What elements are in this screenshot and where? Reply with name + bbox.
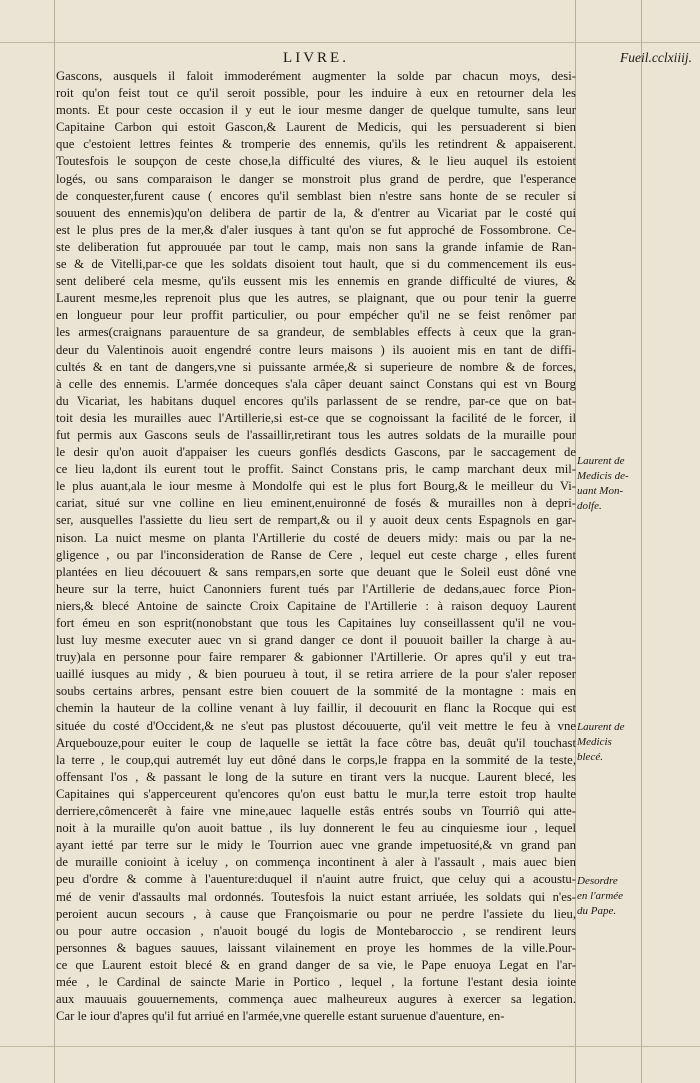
text-line: niers,& blecé Antoine de saincte Croix Capitaine de l'Artillerie : à raison dequoy Laurent	[56, 598, 576, 613]
text-line: à celle des ennemis. L'armée donceques s'ala câper deuant sainct Constans qui est vn Bourg	[56, 376, 576, 391]
text-line: ce lieu la,dont ils eurent tout le proffit. Sainct Constans pris, le camp marchant deux mil-	[56, 462, 576, 477]
text-line: cariat, situé sur vne colline en lieu eminent,enuironné de fosés & murailles non à depri-	[56, 496, 576, 511]
margin-note-line: Medicis	[577, 736, 612, 748]
text-line: que c'estoient lettres feintes & tromperie des ennemis, qu'ils les retindrent & appaiserent.	[56, 137, 576, 152]
text-line: ou pour autre occasion , n'auoit bougé du logis de Montebaroccio , se rendirent leurs	[56, 923, 576, 938]
text-line: du Vicariat, les habitans duquel encores qu'ils parlassent de se rendre, par-ce que on bat-	[56, 393, 576, 408]
margin-note-line: du Pape.	[577, 905, 617, 917]
text-line: en longueur pour leur proffit particulier, ou pour empécher qu'il ne se feist renômer par	[56, 308, 576, 323]
text-line: monts. Et pour ceste occasion il y eut le iour mesme danger de quelque tumulte, sans leur	[56, 103, 576, 118]
page-rule-right	[641, 0, 642, 1083]
margin-note-line: en l'armée	[577, 890, 624, 902]
text-line: de conquester,furent cause ( encores qu'il semblast bien n'estre sans honte de se reculer si	[56, 188, 576, 203]
margin-note-desordre-armee	[577, 874, 639, 919]
text-line: noit à la muraille qu'on auoit battue , ils luy donnerent le feu au cinquiesme iour , lequel	[56, 821, 576, 836]
text-line: ser, ausquelles l'assiette du lieu sert de rempart,& ou il y auoit deux cents Espagnols en gar-	[56, 513, 576, 528]
text-line: truy)ala en personne pour faire remparer & gabionner l'Artillerie. Or apres qu'il y eut tra-	[56, 650, 576, 665]
text-line: toit desia les murailles auec l'Artillerie,si est-ce que se cognoissant la facilité de le forcer, il	[56, 410, 576, 425]
text-line: ce que Laurent estoit blecé & en grand danger de sa vie, le Pape enuoya Legat en l'ar-	[56, 957, 576, 972]
text-line: Toutesfois le soupçon de ceste chose,la difficulté des viures, & le lieu auquel ils estoient	[56, 154, 576, 169]
text-line: ayant ietté par terre sur le midy le Tourrion auec vne grande impetuosité,& vn grand pan	[56, 838, 576, 853]
text-line: aux mauuais gouuernements, commença auec malheureux augures à exercer sa legation.	[56, 992, 576, 1007]
text-line: ste deliberation fut approuuée par tout le camp, mais non sans la grande infamie de Ran-	[56, 239, 576, 254]
text-line: le desir qu'on auoit d'appaiser les cueurs gonflés desdicts Gascons, par le saccagement de	[56, 445, 576, 460]
text-line: Arquebouze,pour euiter le coup de laquelle se iettât la face côtre bas, deuât qu'il touchast	[56, 735, 576, 750]
text-line: roit qu'on feist tout ce qu'il seroit possible, pour les induire à eux en retourner dela les	[56, 86, 576, 101]
text-line: soubs certains arbres, pensant estre bien couuert de la sommité de la montagne : mais en	[56, 684, 576, 699]
text-line: Gascons, ausquels il faloit immoderément augmenter la solde par chacun moys, desi-	[56, 69, 576, 83]
text-line: fut permis aux Gascons seuls de l'assaillir,retirant tous les autres soldats de la muraille pour	[56, 427, 576, 442]
text-line: se & de Vitelli,par-ce que les soldats disoient tout hault, que si du commencement ils eus-	[56, 257, 576, 272]
running-title: LIVRE.	[283, 50, 349, 66]
text-line: mé de venir d'assaults mal ordonnés. Toutesfois la nuict estant arriuée, les soldats qui n'es-	[56, 889, 576, 904]
text-line: fort émeu en son esprit(nonobstant que tous les Capitaines luy conseillassent qu'il ne vou-	[56, 616, 576, 630]
margin-note-line: Laurent de	[577, 721, 625, 733]
margin-note-laurent-blece	[577, 720, 639, 765]
margin-note-line: uant Mon-	[577, 485, 624, 497]
margin-note-laurent-mondolfe	[577, 454, 639, 514]
text-line: située du costé d'Occident,& ne s'eut pas plustost découuerte, qu'il veit mettre le feu à vne	[56, 718, 576, 733]
text-line: Capitaine Carbon qui estoit Gascon,& Laurent de Medicis, qui les persuaderent si bien	[56, 120, 576, 135]
text-line: la terre , le coup,qui autremét luy eut dôné dans le corps,le frappa en la sommité de la teste,	[56, 752, 576, 767]
text-line: Car le iour d'apres qu'il fut arriué en l'armée,vne querelle estant suruenue d'auenture, en-	[56, 1009, 505, 1024]
text-line: Laurent mesme,les reprenoit plus que les autres, se plaignant, que ou pour tenir la guerre	[56, 291, 576, 306]
main-text-block	[56, 68, 576, 1025]
margin-note-line: blecé.	[577, 751, 603, 763]
text-line: plantées en lieu découuert & sans rempars,en sorte que deuant que le Soleil eust dôné vne	[56, 564, 576, 579]
page-rule-left	[54, 0, 55, 1083]
text-line: chemin la hauteur de la colline venant à luy faillir, il decouurit en flanc la Rocque qui est	[56, 701, 576, 716]
text-line: le plus auant,ala le iour mesme à Mondolfe qui est le plus fort Bourg,& le meilleur du Vi-	[56, 479, 576, 494]
page-header	[56, 44, 692, 68]
margin-note-line: Desordre	[577, 875, 618, 887]
text-line: gligence , ou par l'inconsideration de Ranse de Cere , lequel eut ceste charge , elles furent	[56, 547, 576, 562]
text-line: derriere,cômencerêt à faire vne mine,auec laquelle estâs entrés soubs vn Tourriô qui atte-	[56, 804, 576, 819]
text-line: peu d'ordre & comme à l'auenture:duquel il n'auint autre fruict, que celuy qui a acoustu-	[56, 872, 576, 887]
text-line: sent deliberé cela mesme, qu'ils eussent mis les ennemis en grande difficulté de viures, &	[56, 274, 576, 289]
text-line: de muraille conioint à iceluy , on commença incontinent à aler à l'assault , mais auec bien	[56, 855, 576, 870]
folio-number: Fueil.cclxiiij.	[620, 50, 692, 65]
text-line: personnes & bagues sauues, laissant vilainement en proye les hommes de la ville.Pour-	[56, 940, 576, 955]
text-line: nison. La nuict mesme on planta l'Artillerie du costé de deuers midy: mais ou par la ne-	[56, 530, 576, 545]
text-line: logés, ou sans comparaison le danger se monstroit plus grand de perdre, que l'esperance	[56, 171, 576, 186]
text-line: souuent des ennemis)qu'on delibera de partir de la, & d'entrer au Vicariat par le costé qui	[56, 205, 576, 220]
text-line: peroient aucun secours , à cause que Françoismarie ou pour ne perdre l'assiete du lieu,	[56, 906, 576, 921]
text-line: lust luy mesme executer auec vn si grand danger ce dont il pouuoit bailler la charge à au-	[56, 633, 576, 648]
text-line: cultés & en tant de dangers,vne si puissante armée,& si superieure de nombre & de forces,	[56, 359, 576, 374]
page-rule-top	[0, 42, 700, 43]
margin-note-line: Laurent de	[577, 455, 625, 467]
text-line: les armes(craignans parauenture de sa grandeur, de semblables effects à ceux que la gran-	[56, 325, 576, 340]
text-line: offensant l'os , & passant le long de la suture en tirant vers la nucque. Laurent blecé, les	[56, 769, 576, 784]
text-line: heure sur la terre, huict Canonniers furent tués par l'Artillerie de dedans,auec force Pion-	[56, 581, 576, 596]
page-rule-bottom	[0, 1046, 700, 1047]
text-line: deur du Valentinois auoit engendré contre leurs maisons ) ils auoient mis en tant de diffi-	[56, 342, 576, 357]
text-line: uaillé iusques au midy , & bien pourueu à tout, il se retira arriere de la pour s'aler reposer	[56, 667, 576, 682]
text-line: est le plus pres de la mer,& d'aler iusques à tant qu'on se fut approché de Fossombrone. Ce-	[56, 222, 576, 237]
margin-note-line: Medicis de-	[577, 470, 629, 482]
text-line: Capitaines qui s'apperceurent qu'encores qu'on eust battu le mur,la terre estoit trop haulte	[56, 786, 576, 801]
margin-note-line: dolfe.	[577, 500, 602, 512]
text-line: mée , le Cardinal de saincte Marie in Portico , lequel , la fortune l'estant desia iointe	[56, 974, 576, 989]
